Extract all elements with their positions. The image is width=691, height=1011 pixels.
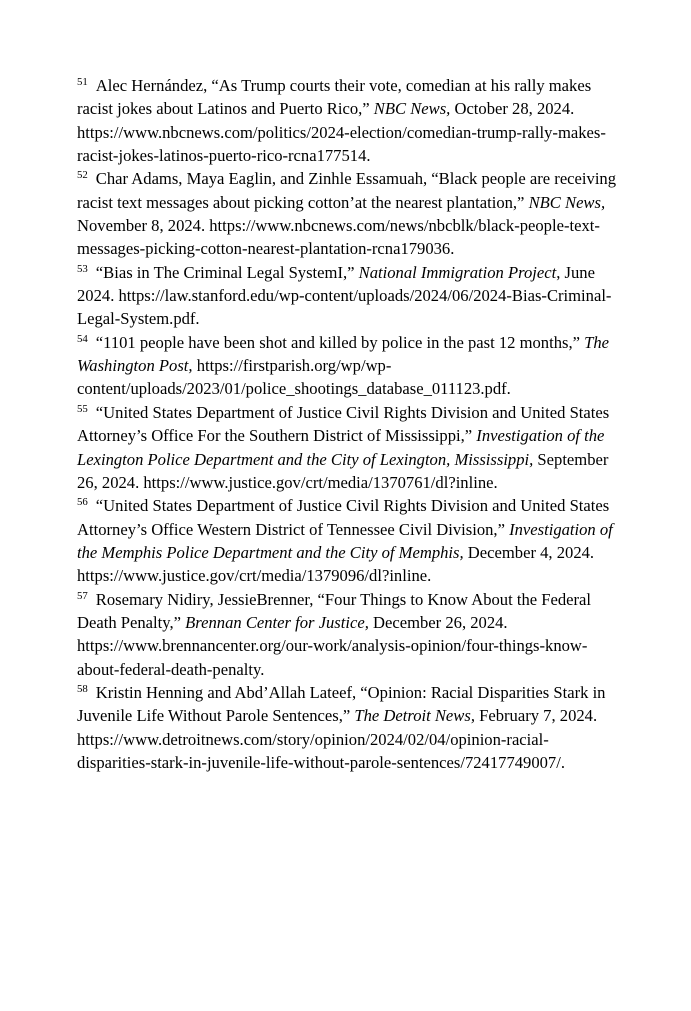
footnote-text: “United States Department of Justice Civil Rights Division and United States Attorney’s Office For the Southern District of Mississippi,” bbox=[77, 402, 610, 446]
footnote-number: 52 bbox=[77, 169, 88, 182]
footnote-text: “1101 people have been shot and killed by police in the past 12 months,” bbox=[95, 332, 585, 352]
footnote-text: https://firstparish.org/wp/wp-content/uploads/2023/01/police_shootings_database_011123.pdf. bbox=[77, 356, 511, 399]
source-title: Investigation of the Lexington Police Department and the City of Lexington, Mississippi, bbox=[77, 426, 605, 469]
source-title: The Washington Post, bbox=[77, 332, 610, 376]
footnote-text: , June 2024. https://law.stanford.edu/wp-content/uploads/2024/06/2024-Bias-Criminal-Legal-System.pdf. bbox=[77, 262, 612, 329]
footnote-text: February 7, 2024. https://www.detroitnews.com/story/opinion/2024/02/04/opinion-racial-disparities-stark-in-juvenile-life-without-parole-sentences/72417749007/. bbox=[77, 706, 598, 772]
footnote-text: “United States Department of Justice Civil Rights Division and United States Attorney’s Office Western District of Tennessee Civil Division,” bbox=[77, 496, 610, 539]
footnote-number: 55 bbox=[77, 402, 88, 415]
footnote-text: “Bias in The Criminal Legal SystemI,” bbox=[95, 262, 359, 282]
footnote-number: 51 bbox=[77, 76, 88, 88]
footnote-56 bbox=[77, 494, 617, 587]
footnotes-list bbox=[77, 74, 617, 774]
footnote-text: Char Adams, Maya Eaglin, and Zinhle Essamuah, “Black people are receiving racist text messages about picking cotton’at the nearest plantation,” bbox=[77, 169, 617, 212]
footnote-text: October 28, 2024. https://www.nbcnews.com/politics/2024-election/comedian-trump-rally-makes-racist-jokes-latinos-puerto-rico-rcna177514. bbox=[77, 99, 606, 166]
source-title: NBC News, bbox=[528, 192, 606, 212]
footnote-53 bbox=[77, 261, 617, 331]
footnote-58 bbox=[77, 681, 617, 774]
source-title: Investigation of the Memphis Police Department and the City of Memphis, bbox=[77, 519, 613, 562]
footnote-51 bbox=[77, 74, 617, 167]
footnote-text: December 4, 2024. https://www.justice.gov/crt/media/1379096/dl?inline. bbox=[77, 542, 595, 586]
footnote-text: Rosemary Nidiry, JessieBrenner, “Four Things to Know About the Federal Death Penalty,” bbox=[77, 589, 592, 632]
footnote-number: 57 bbox=[77, 589, 88, 602]
footnote-text: September 26, 2024. https://www.justice.gov/crt/media/1370761/dl?inline. bbox=[77, 449, 609, 492]
footnote-number: 54 bbox=[77, 332, 88, 345]
source-title: NBC News, bbox=[373, 99, 451, 119]
footnote-number: 58 bbox=[77, 682, 88, 695]
footnote-text: Alec Hernández, “As Trump courts their vote, comedian at his rally makes racist jokes about Latinos and Puerto Rico,” bbox=[77, 76, 592, 119]
footnote-57 bbox=[77, 588, 617, 681]
footnote-text: Kristin Henning and Abd’Allah Lateef, “Opinion: Racial Disparities Stark in Juvenile Life Without Parole Sentences,” bbox=[77, 682, 606, 726]
footnote-55 bbox=[77, 401, 617, 494]
footnote-text: November 8, 2024. https://www.nbcnews.com/news/nbcblk/black-people-text-messages-picking-cotton-nearest-plantation-rcna179036. bbox=[77, 216, 600, 259]
footnote-54 bbox=[77, 331, 617, 401]
source-title: National Immigration Project bbox=[358, 262, 557, 282]
footnote-number: 53 bbox=[77, 262, 88, 275]
source-title: The Detroit News, bbox=[354, 706, 475, 726]
footnote-text: December 26, 2024. https://www.brennancenter.org/our-work/analysis-opinion/four-things-know-about-federal-death-penalty. bbox=[77, 612, 588, 679]
source-title: Brennan Center for Justice, bbox=[185, 612, 369, 632]
footnote-number: 56 bbox=[77, 496, 88, 509]
footnote-52 bbox=[77, 167, 617, 260]
